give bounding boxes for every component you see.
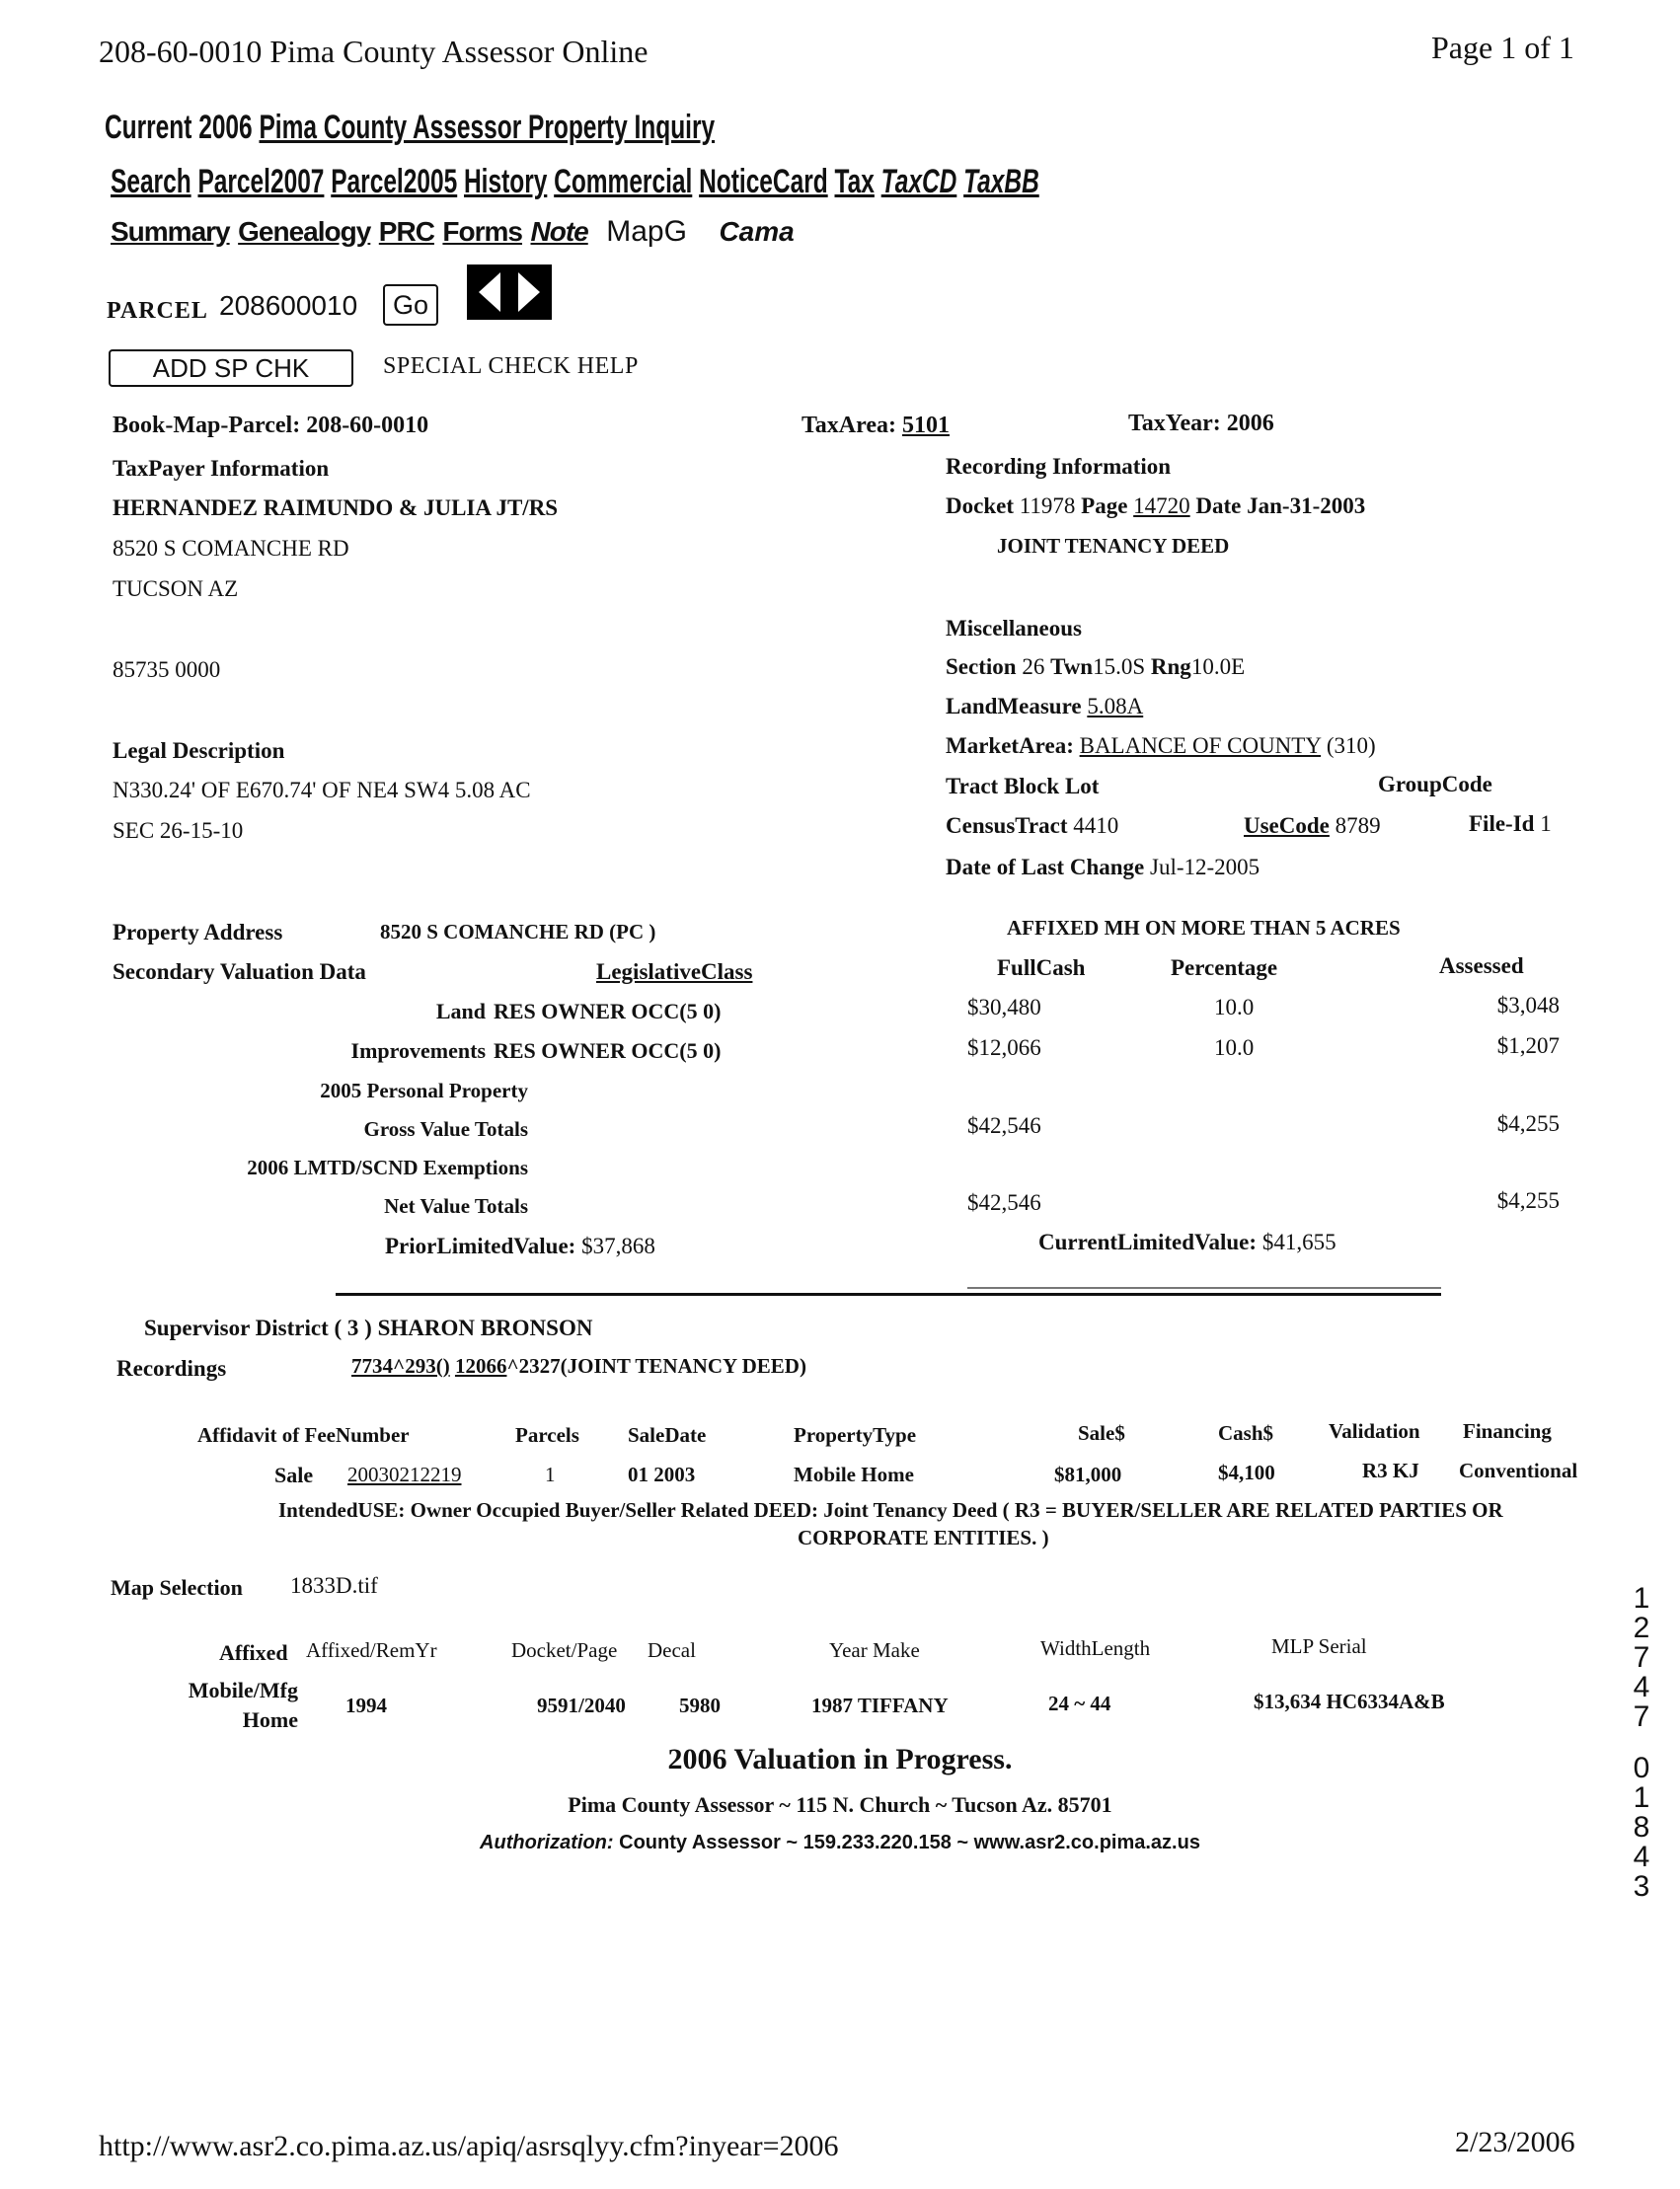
legal-heading: Legal Description [113, 738, 285, 763]
mh-header-mlp-serial: MLP Serial [1271, 1634, 1367, 1658]
authorization-label: Authorization: [480, 1832, 614, 1853]
book-map-parcel-value: 208-60-0010 [306, 413, 429, 438]
twn-label: Twn [1050, 654, 1094, 679]
land-measure-link[interactable]: 5.08A [1087, 694, 1144, 718]
tax-year-value: 2006 [1226, 411, 1274, 436]
recording-date-label: Date [1195, 493, 1242, 518]
mh-docket-page: 9591/2040 [537, 1694, 626, 1717]
nav-summary[interactable]: Summary [111, 216, 230, 247]
special-check-help-link[interactable]: SPECIAL CHECK HELP [383, 353, 639, 379]
tax-area-label: TaxArea: [802, 413, 896, 438]
census-tract-value: 4410 [1073, 813, 1119, 838]
val-row-improvements-fullcash: $12,066 [967, 1035, 1041, 1060]
prev-arrow-icon [479, 272, 500, 312]
aff-property-type: Mobile Home [794, 1463, 914, 1486]
current-limited-amount: $41,655 [1261, 1230, 1336, 1254]
footer-date: 2/23/2006 [1455, 2126, 1575, 2158]
recordings-label: Recordings [116, 1356, 227, 1381]
docket-page-link[interactable]: 14720 [1133, 493, 1190, 518]
rng-value: 10.0E [1190, 654, 1246, 679]
affixed-note: AFFIXED MH ON MORE THAN 5 ACRES [1007, 916, 1401, 940]
legal-line-2: SEC 26-15-10 [113, 818, 244, 843]
nav-genealogy[interactable]: Genealogy [238, 216, 371, 247]
docket-page-label: Page [1081, 493, 1128, 518]
date-last-change-value: Jul-12-2005 [1150, 855, 1260, 879]
next-arrow-icon [518, 272, 540, 312]
aff-header-validation: Validation [1329, 1419, 1420, 1443]
tax-year [1128, 411, 1274, 437]
book-map-parcel-label: Book-Map-Parcel: [113, 413, 301, 438]
nav-taxcd[interactable]: TaxCD [880, 163, 957, 200]
section-divider [336, 1293, 1441, 1296]
misc-market-area [946, 733, 1376, 759]
aff-header-parcels: Parcels [515, 1423, 579, 1447]
document-stamp-number: 1 2 7 4 7 0 1 8 4 3 [1633, 1582, 1650, 1903]
map-selection-value: 1833D.tif [290, 1573, 378, 1598]
prev-next-arrows-icon[interactable] [467, 264, 552, 320]
authorization-line [0, 1832, 1680, 1854]
recording-link-2-detail: ^2327(JOINT TENANCY DEED) [506, 1354, 806, 1378]
col-assessed: Assessed [1439, 953, 1524, 978]
assessor-address: Pima County Assessor ~ 115 N. Church ~ Tucson Az. 85701 [568, 1792, 1112, 1817]
aff-parcels: 1 [545, 1463, 556, 1486]
page-number: Page 1 of 1 [1431, 30, 1574, 65]
market-area-code: (310) [1326, 733, 1376, 758]
group-code: GroupCode [1378, 772, 1492, 796]
val-row-land-pct: 10.0 [1214, 995, 1255, 1019]
land-measure-label: LandMeasure [946, 694, 1082, 718]
recording-docket [946, 493, 1365, 519]
inquiry-title-link[interactable]: Pima County Assessor Property Inquiry [259, 109, 716, 146]
aff-header-fee: Affidavit of FeeNumber [197, 1423, 410, 1447]
nav-row-2 [111, 212, 795, 250]
mh-mlp-serial: $13,634 HC6334A&B [1254, 1690, 1445, 1713]
aff-header-cash: Cash$ [1218, 1421, 1274, 1445]
aff-cash-amount: $4,100 [1218, 1461, 1275, 1484]
mh-remyr: 1994 [345, 1694, 387, 1717]
market-area-link[interactable]: BALANCE OF COUNTY [1079, 733, 1322, 758]
tract-block-lot: Tract Block Lot [946, 774, 1100, 798]
val-row-land-fullcash: $30,480 [967, 995, 1041, 1019]
val-row-land-label: Land [435, 999, 486, 1023]
current-limited-label: CurrentLimitedValue: [1038, 1230, 1258, 1254]
nav-commercial[interactable]: Commercial [554, 163, 693, 200]
taxpayer-name: HERNANDEZ RAIMUNDO & JULIA JT/RS [113, 495, 559, 520]
rng-label: Rng [1150, 654, 1191, 679]
nav-prc[interactable]: PRC [378, 216, 434, 247]
aff-intended-use-line-2: CORPORATE ENTITIES. ) [798, 1526, 1049, 1549]
val-row-gross-label: Gross Value Totals [363, 1117, 528, 1141]
nav-noticecard[interactable]: NoticeCard [699, 163, 828, 200]
nav-note[interactable]: Note [530, 216, 588, 247]
census-tract-label: CensusTract [946, 813, 1068, 838]
tax-year-label: TaxYear: [1128, 411, 1221, 436]
val-row-net-label: Net Value Totals [384, 1194, 528, 1218]
date-last-change-label: Date of Last Change [946, 855, 1145, 879]
book-map-parcel [113, 413, 428, 439]
section-divider-shadow [967, 1287, 1441, 1289]
val-row-net-assessed: $4,255 [1496, 1188, 1560, 1213]
aff-sale-date: 01 2003 [628, 1463, 696, 1486]
col-percentage: Percentage [1171, 955, 1278, 980]
val-row-improvements-class: RES OWNER OCC(5 0) [494, 1038, 722, 1063]
mh-header-width-length: WidthLength [1040, 1636, 1151, 1660]
nav-forms[interactable]: Forms [442, 216, 522, 247]
section-value: 26 [1022, 654, 1045, 679]
nav-mapg[interactable]: MapG [606, 215, 687, 248]
valuation-heading: Secondary Valuation Data [113, 959, 366, 984]
file-id-label: File-Id [1469, 811, 1535, 836]
recording-link-2[interactable]: 12066 [454, 1354, 507, 1378]
mh-row-label-2: Home [242, 1707, 298, 1732]
val-row-improvements-label: Improvements [350, 1038, 486, 1063]
use-code [1244, 813, 1381, 839]
aff-sale-amount: $81,000 [1054, 1463, 1122, 1486]
legislative-class-link[interactable]: LegislativeClass [596, 959, 753, 984]
val-row-improvements-pct: 10.0 [1214, 1035, 1255, 1060]
mh-header-docket-page: Docket/Page [511, 1638, 618, 1662]
misc-section [946, 654, 1245, 680]
authorization-value: County Assessor ~ 159.233.220.158 ~ www.asr2.co.pima.az.us [619, 1832, 1200, 1853]
aff-header-propertytype: PropertyType [794, 1423, 917, 1447]
nav-tax[interactable]: Tax [834, 163, 875, 200]
tax-area [802, 413, 950, 439]
aff-header-sale: Sale$ [1078, 1421, 1125, 1445]
recording-link-1[interactable]: 7734^293() [351, 1354, 450, 1378]
taxpayer-city: TUCSON AZ [113, 576, 239, 601]
nav-search[interactable]: Search [111, 163, 191, 200]
recording-deed-type: JOINT TENANCY DEED [997, 534, 1230, 558]
section-label: Section [946, 654, 1017, 679]
use-code-link[interactable]: UseCode [1244, 813, 1330, 838]
val-row-land-assessed: $3,048 [1496, 993, 1560, 1018]
recording-heading: Recording Information [946, 454, 1172, 479]
prior-limited-amount: $37,868 [581, 1234, 655, 1258]
mh-decal: 5980 [679, 1694, 721, 1717]
misc-land-measure [946, 694, 1143, 719]
parcel-nav-arrows [467, 264, 552, 320]
aff-header-financing: Financing [1463, 1419, 1552, 1443]
date-last-change [946, 855, 1260, 880]
footer-url: http://www.asr2.co.pima.az.us/apiq/asrsqlyy.cfm?inyear=2006 [99, 2130, 839, 2162]
market-area-label: MarketArea: [946, 733, 1074, 758]
file-id-value: 1 [1540, 811, 1552, 836]
taxpayer-address: 8520 S COMANCHE RD [113, 536, 349, 561]
current-limited-value [1038, 1230, 1336, 1255]
val-row-net-fullcash: $42,546 [967, 1190, 1041, 1215]
inquiry-title-prefix: Current 2006 [105, 109, 260, 146]
nav-parcel2005[interactable]: Parcel2005 [331, 163, 458, 200]
mh-row-label-1: Mobile/Mfg [188, 1678, 298, 1702]
nav-row-1 [111, 163, 1039, 201]
twn-value: 15.0S [1093, 654, 1146, 679]
page-header-title: 208-60-0010 Pima County Assessor Online [99, 34, 649, 69]
aff-fee-number-link[interactable]: 20030212219 [347, 1463, 462, 1486]
parcel-label: PARCEL [107, 298, 208, 324]
mh-header-decal: Decal [648, 1638, 696, 1662]
val-row-gross-fullcash: $42,546 [967, 1113, 1041, 1138]
tax-area-link[interactable]: 5101 [902, 413, 950, 438]
aff-intended-use-line-1: IntendedUSE: Owner Occupied Buyer/Seller Related DEED: Joint Tenancy Deed ( R3 = BUYER/SELLER ARE RELATED PARTIES OR [278, 1498, 1503, 1522]
docket-value: 11978 [1019, 493, 1076, 518]
prior-limited-label: PriorLimitedValue: [385, 1234, 576, 1258]
property-address-label: Property Address [113, 920, 283, 944]
census-tract [946, 813, 1118, 839]
recordings-values [351, 1354, 806, 1379]
nav-history[interactable]: History [464, 163, 548, 200]
add-sp-chk-button[interactable]: ADD SP CHK [109, 349, 353, 387]
nav-cama[interactable]: Cama [719, 216, 795, 247]
val-row-gross-assessed: $4,255 [1496, 1111, 1560, 1136]
parcel-input[interactable]: 208600010 [219, 290, 358, 321]
val-row-improvements-assessed: $1,207 [1496, 1033, 1560, 1058]
val-row-personal-property-label: 2005 Personal Property [320, 1079, 528, 1102]
misc-heading: Miscellaneous [946, 616, 1082, 641]
aff-validation: R3 KJ [1362, 1459, 1419, 1482]
mh-width-length: 24 ~ 44 [1048, 1692, 1111, 1715]
aff-header-saledate: SaleDate [628, 1423, 707, 1447]
inquiry-title [105, 109, 715, 147]
supervisor-district: Supervisor District ( 3 ) SHARON BRONSON [144, 1316, 593, 1340]
valuation-progress: 2006 Valuation in Progress. [667, 1743, 1013, 1775]
val-row-land-class: RES OWNER OCC(5 0) [494, 999, 722, 1023]
nav-parcel2007[interactable]: Parcel2007 [197, 163, 325, 200]
legal-line-1: N330.24' OF E670.74' OF NE4 SW4 5.08 AC [113, 778, 531, 802]
map-selection-label: Map Selection [111, 1575, 243, 1600]
val-row-exemptions-label: 2006 LMTD/SCND Exemptions [247, 1156, 528, 1179]
mh-header-affixed: Affixed [219, 1640, 288, 1665]
taxpayer-heading: TaxPayer Information [113, 456, 330, 481]
aff-row-label: Sale [274, 1463, 314, 1487]
use-code-value: 8789 [1335, 813, 1381, 838]
aff-financing: Conventional [1459, 1459, 1578, 1482]
mh-header-remyr: Affixed/RemYr [306, 1638, 437, 1662]
file-id [1469, 811, 1552, 837]
col-fullcash: FullCash [997, 955, 1086, 980]
mh-year-make: 1987 TIFFANY [811, 1694, 949, 1717]
property-address-value: 8520 S COMANCHE RD (PC ) [380, 920, 656, 944]
recording-date-value: Jan-31-2003 [1247, 493, 1366, 518]
taxpayer-zip: 85735 0000 [113, 657, 221, 682]
docket-label: Docket [946, 493, 1014, 518]
mh-header-year-make: Year Make [829, 1638, 920, 1662]
nav-taxbb[interactable]: TaxBB [963, 163, 1039, 200]
prior-limited-value [385, 1234, 655, 1259]
go-button[interactable]: Go [383, 284, 438, 326]
